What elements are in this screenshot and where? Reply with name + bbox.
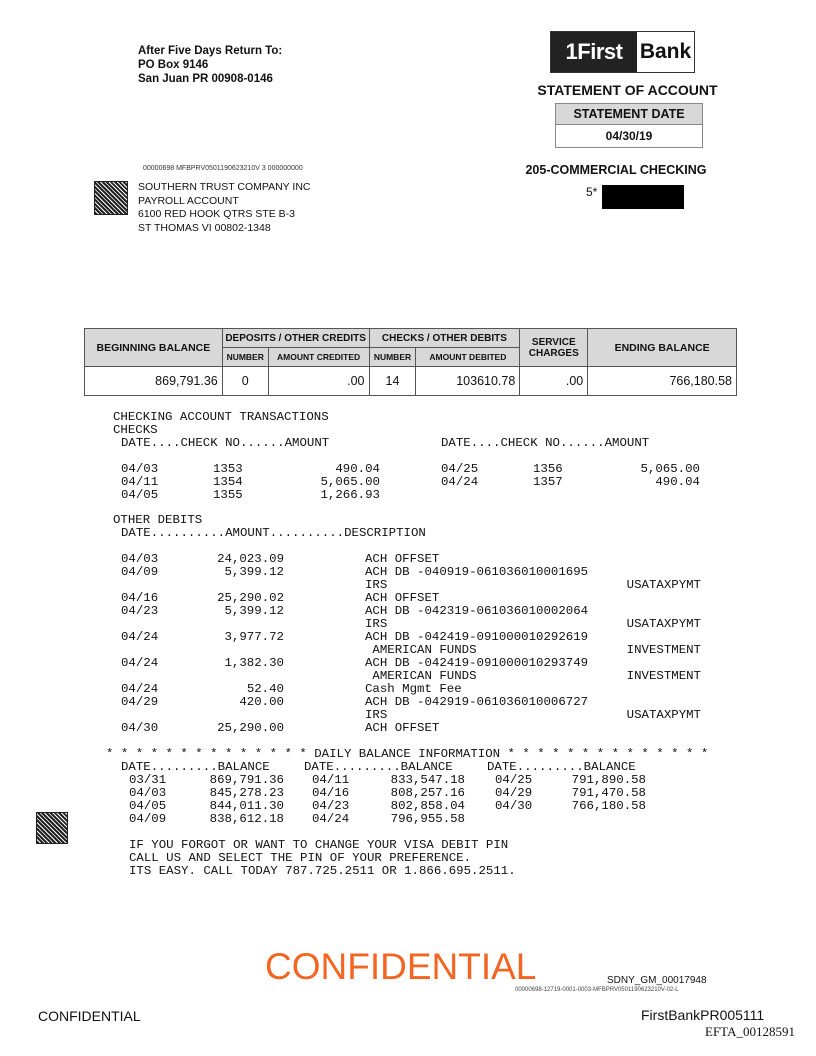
- check-number: 1356: [533, 462, 563, 476]
- statement-title: STATEMENT OF ACCOUNT: [537, 82, 718, 98]
- address-line: 6100 RED HOOK QTRS STE B-3: [138, 208, 295, 220]
- daily-date: 04/29: [495, 786, 533, 800]
- notice-line: CALL US AND SELECT THE PIN OF YOUR PREFERENCE.: [129, 851, 472, 865]
- header-number: NUMBER: [222, 348, 268, 367]
- checks-number: 14: [369, 367, 416, 396]
- debit-amount: 25,290.02: [217, 591, 284, 605]
- daily-header: DATE.........BALANCE: [487, 760, 636, 774]
- daily-date: 04/11: [312, 773, 350, 787]
- deposits-number: 0: [222, 367, 268, 396]
- debit-amount: 3,977.72: [224, 630, 284, 644]
- daily-date: 04/05: [129, 799, 167, 813]
- daily-date: 04/30: [495, 799, 533, 813]
- notice-line: IF YOU FORGOT OR WANT TO CHANGE YOUR VISA DEBIT PIN: [129, 838, 509, 852]
- header-checks: CHECKS / OTHER DEBITS: [369, 329, 520, 348]
- debit-type: INVESTMENT: [626, 669, 701, 683]
- debit-date: 04/24: [121, 656, 159, 670]
- logo-left: 1First: [551, 32, 637, 72]
- header-amount-debited: AMOUNT DEBITED: [416, 348, 520, 367]
- beginning-balance: 869,791.36: [85, 367, 223, 396]
- other-debits-label: OTHER DEBITS: [113, 513, 203, 527]
- debit-date: 04/03: [121, 552, 159, 566]
- daily-date: 04/24: [312, 812, 350, 826]
- header-service-charges: SERVICE CHARGES: [520, 329, 588, 367]
- debit-amount: 25,290.00: [217, 721, 284, 735]
- account-prefix: 5*: [586, 185, 598, 199]
- daily-balance: 838,612.18: [209, 812, 284, 826]
- daily-header: DATE.........BALANCE: [304, 760, 453, 774]
- header-ending-balance: ENDING BALANCE: [588, 329, 737, 367]
- header-beginning-balance: BEGINNING BALANCE: [85, 329, 223, 367]
- check-date: 04/05: [121, 488, 159, 502]
- notice-line: ITS EASY. CALL TODAY 787.725.2511 OR 1.866.695.2511.: [129, 864, 516, 878]
- check-number: 1353: [213, 462, 243, 476]
- check-number: 1354: [213, 475, 243, 489]
- daily-balance: 791,890.58: [571, 773, 646, 787]
- check-date: 04/11: [121, 475, 159, 489]
- daily-balance: 766,180.58: [571, 799, 646, 813]
- debit-description: ACH OFFSET: [365, 721, 440, 735]
- check-date: 04/25: [441, 462, 479, 476]
- daily-date: 03/31: [129, 773, 167, 787]
- check-amount: 490.04: [655, 475, 700, 489]
- daily-balance-title: * * * * * * * * * * * * * * DAILY BALANCE INFORMATION * * * * * * * * * * * * * *: [106, 747, 709, 761]
- mail-code: 00000698 MFBPRV0501190623210V 3 000000000: [143, 165, 303, 172]
- debit-amount: 420.00: [239, 695, 284, 709]
- header-number: NUMBER: [369, 348, 416, 367]
- checks-label: CHECKS: [113, 423, 158, 437]
- address-line: SOUTHERN TRUST COMPANY INC: [138, 181, 311, 193]
- debit-date: 04/29: [121, 695, 159, 709]
- daily-balance: 802,858.04: [390, 799, 465, 813]
- check-amount: 490.04: [335, 462, 380, 476]
- debit-payee: AMERICAN FUNDS: [365, 643, 477, 657]
- address-line: ST THOMAS VI 00802-1348: [138, 221, 271, 234]
- daily-balance: 833,547.18: [390, 773, 465, 787]
- debit-amount: 5,399.12: [224, 565, 284, 579]
- debit-date: 04/24: [121, 682, 159, 696]
- debit-type: INVESTMENT: [626, 643, 701, 657]
- daily-header: DATE.........BALANCE: [121, 760, 270, 774]
- amount-debited: 103610.78: [416, 367, 520, 396]
- debit-payee: AMERICAN FUNDS: [365, 669, 477, 683]
- daily-date: 04/25: [495, 773, 533, 787]
- daily-date: 04/23: [312, 799, 350, 813]
- debit-payee: IRS: [365, 617, 388, 631]
- barcode-icon: [36, 812, 68, 844]
- debit-date: 04/09: [121, 565, 159, 579]
- confidential-stamp: CONFIDENTIAL: [265, 946, 537, 987]
- daily-balance: 791,470.58: [571, 786, 646, 800]
- debit-description: ACH OFFSET: [365, 591, 440, 605]
- check-amount: 1,266.93: [320, 488, 380, 502]
- debit-description: ACH DB -042419-091000010292619: [365, 630, 589, 644]
- debit-amount: 1,382.30: [224, 656, 284, 670]
- debit-date: 04/30: [121, 721, 159, 735]
- debit-type: USATAXPYMT: [626, 578, 701, 592]
- header-amount-credited: AMOUNT CREDITED: [268, 348, 369, 367]
- debit-description: ACH DB -042319-061036010002064: [365, 604, 589, 618]
- debit-type: USATAXPYMT: [626, 708, 701, 722]
- confidential-label: CONFIDENTIAL: [38, 1008, 141, 1024]
- product-name: 205-COMMERCIAL CHECKING: [525, 163, 707, 177]
- bates-number: SDNY_GM_00017948: [607, 975, 707, 986]
- debit-date: 04/23: [121, 604, 159, 618]
- debit-date: 04/24: [121, 630, 159, 644]
- debit-amount: 52.40: [246, 682, 284, 696]
- check-date: 04/03: [121, 462, 159, 476]
- transactions-title: CHECKING ACCOUNT TRANSACTIONS: [113, 410, 329, 424]
- logo-right: Bank: [639, 40, 692, 63]
- statement-date-value: 04/30/19: [605, 129, 653, 143]
- return-line: PO Box 9146: [138, 59, 209, 71]
- check-number: 1357: [533, 475, 563, 489]
- check-date: 04/24: [441, 475, 479, 489]
- daily-balance: 869,791.36: [209, 773, 284, 787]
- amount-credited: .00: [268, 367, 369, 396]
- debit-date: 04/16: [121, 591, 159, 605]
- debit-amount: 24,023.09: [217, 552, 284, 566]
- efta-id: EFTA_00128591: [705, 1024, 795, 1039]
- firstbank-id: FirstBankPR005111: [641, 1007, 765, 1023]
- daily-date: 04/03: [129, 786, 167, 800]
- daily-balance: 845,278.23: [209, 786, 284, 800]
- daily-balance: 808,257.16: [390, 786, 465, 800]
- address-line: PAYROLL ACCOUNT: [138, 194, 239, 207]
- debit-description: ACH DB -042919-061036010006727: [365, 695, 589, 709]
- daily-date: 04/09: [129, 812, 167, 826]
- debit-type: USATAXPYMT: [626, 617, 701, 631]
- header-deposits: DEPOSITS / OTHER CREDITS: [222, 329, 369, 348]
- daily-date: 04/16: [312, 786, 350, 800]
- debit-payee: IRS: [365, 578, 388, 592]
- debit-payee: IRS: [365, 708, 388, 722]
- check-number: 1355: [213, 488, 243, 502]
- other-debits-header: DATE..........AMOUNT..........DESCRIPTION: [121, 526, 426, 540]
- checks-header: DATE....CHECK NO......AMOUNT: [121, 436, 330, 450]
- debit-description: ACH OFFSET: [365, 552, 440, 566]
- debit-description: ACH DB -042419-091000010293749: [365, 656, 589, 670]
- return-line: After Five Days Return To:: [138, 45, 283, 57]
- debit-amount: 5,399.12: [224, 604, 284, 618]
- return-line: San Juan PR 00908-0146: [138, 73, 273, 85]
- check-amount: 5,065.00: [320, 475, 380, 489]
- checks-header: DATE....CHECK NO......AMOUNT: [441, 436, 650, 450]
- check-amount: 5,065.00: [640, 462, 700, 476]
- daily-balance: 844,011.30: [209, 799, 284, 813]
- ending-balance: 766,180.58: [588, 367, 737, 396]
- statement-date-label: STATEMENT DATE: [556, 104, 702, 125]
- debit-description: Cash Mgmt Fee: [365, 682, 462, 696]
- debit-description: ACH DB -040919-061036010001695: [365, 565, 589, 579]
- document-code: 00000698-12719-0001-0003-MFBPRV0501190623210V-02-L: [515, 987, 679, 993]
- daily-balance: 796,955.58: [390, 812, 465, 826]
- service-charges: .00: [520, 367, 588, 396]
